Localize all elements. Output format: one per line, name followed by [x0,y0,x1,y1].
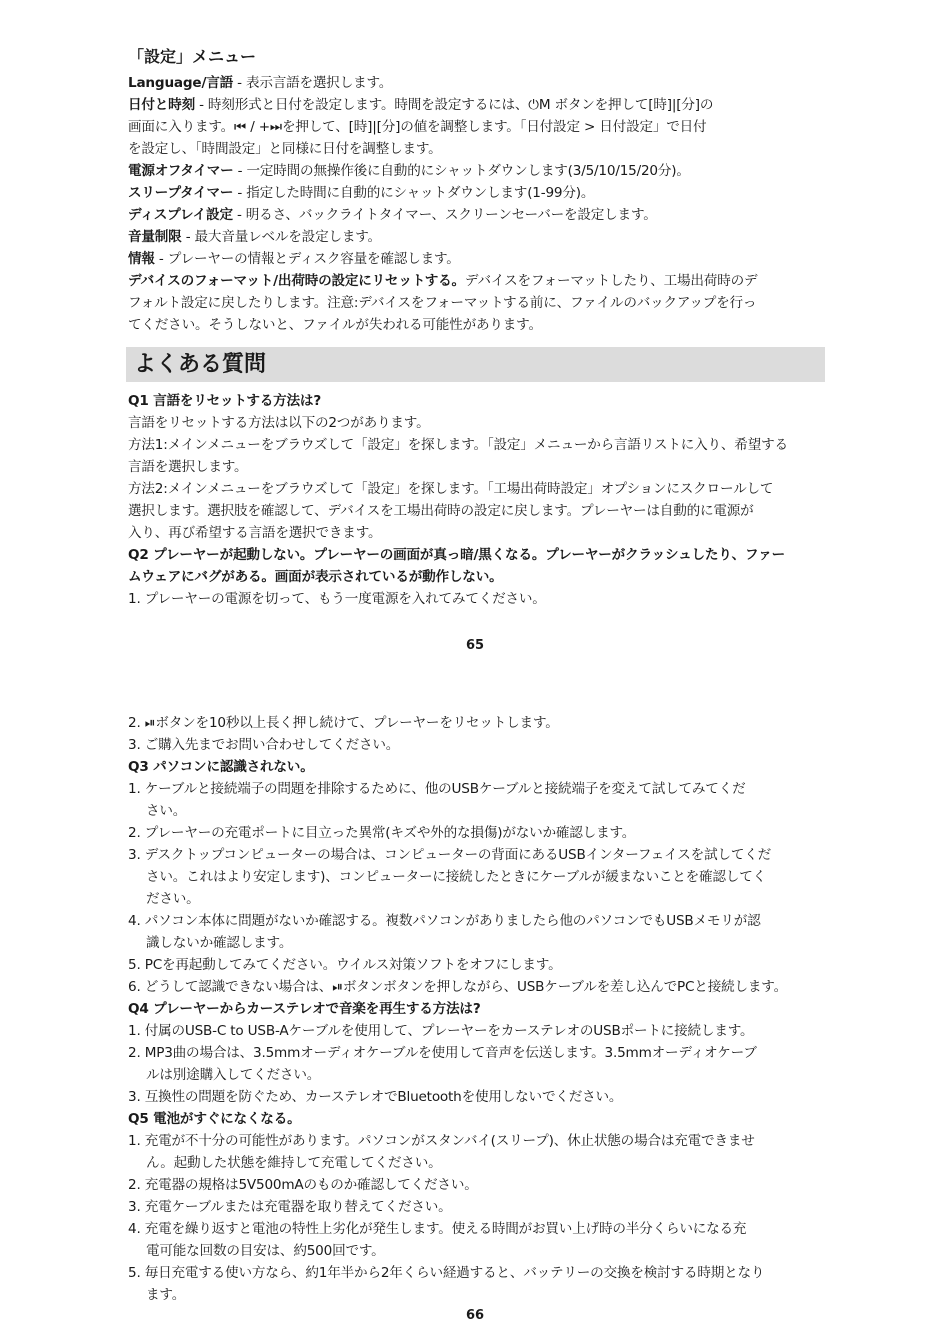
faq-continued-section [128,712,828,1306]
faq-question: Q5 電池がすぐになくなる。 [128,1111,301,1127]
menu-item-term: 音量制限 [128,229,182,245]
menu-item-line [128,116,828,138]
menu-item-term: 日付と時刻 [128,97,195,113]
faq-answer-item: 3. デスクトップコンピューターの場合は、コンピューターの背面にあるUSBインターフェイスを試してくだ [128,847,772,863]
faq-answer-item: 2. ⏯ボタンを10秒以上長く押し続けて、プレーヤーをリセットします。 [128,715,559,731]
page-66 [0,668,950,1344]
faq-question: Q1 言語をリセットする方法は? [128,393,322,409]
faq-question: Q2 プレーヤーが起動しない。プレーヤーの画面が真っ暗/黒くなる。プレーヤーがクラッシュしたり、ファー [128,547,785,563]
faq-answer-item: 3. 充電ケーブルまたは充電器を取り替えてください。 [128,1199,452,1215]
faq-answer-line: 1. プレーヤーの電源を切って、もう一度電源を入れてみてください。 [128,591,546,607]
menu-item-term: ディスプレイ設定 [128,207,233,223]
menu-item-line [128,160,828,182]
faq-question: Q3 パソコンに認識されない。 [128,759,314,775]
menu-item-description: - 表示言語を選択します。 [233,75,393,91]
faq-answer-continuation: ます。 [146,1287,186,1303]
menu-item-term: 情報 [128,251,155,267]
faq-answer-item: 6. どうして認識できない場合は、⏯ボタンボタンを押しながら、USBケーブルを差し込んでPCと接続します。 [128,979,787,995]
faq-answer-item: 4. 充電を繰り返すと電池の特性上劣化が発生します。使える時間がお買い上げ時の半分くらいになる充 [128,1221,747,1237]
faq-answer-item: 1. 充電が不十分の可能性があります。パソコンがスタンバイ(スリープ)、休止状態の場合は充電できませ [128,1133,755,1149]
page-number: 66 [465,1308,485,1323]
faq-answer-item: 2. プレーヤーの充電ポートに目立った異常(キズや外的な損傷)がないか確認します。 [128,825,636,841]
faq-answer-continuation: ん。起動した状態を維持して充電してください。 [146,1155,442,1171]
menu-item-line [128,182,828,204]
faq-answer-item: 3. ご購入先までお問い合わせしてください。 [128,737,400,753]
menu-item-description: てください。そうしないと、ファイルが失われる可能性があります。 [128,317,542,333]
menu-item-description: デバイスをフォーマットしたり、工場出荷時のデ [464,273,758,289]
menu-item-description: - プレーヤーの情報とディスク容量を確認します。 [154,251,460,267]
menu-item-description: - 指定した時間に自動的にシャットダウンします(1-99分)。 [233,185,595,201]
faq-answer-item: 5. PCを再起動してみてください。ウイルス対策ソフトをオフにします。 [128,957,562,973]
faq-answer-item: 5. 毎日充電する使い方なら、約1年半から2年くらい経過すると、バッテリーの交換を検討する時期となり [128,1265,765,1281]
menu-item-line [128,292,828,314]
menu-item-description: 画面に入ります。⏮ / +⏭を押して、[時]|[分]の値を調整します。「日付設定 > 日付設定」で日付 [128,119,707,135]
menu-item-list [128,72,828,336]
faq-answer-line: 方法2:メインメニューをブラウズして「設定」を探します。「工場出荷時設定」オプションにスクロールして [128,481,774,497]
faq-heading-bar [126,347,825,382]
menu-item-line [128,138,828,160]
faq-section [128,390,828,610]
menu-item-description: - 明るさ、バックライトタイマー、スクリーンセーバーを設定します。 [232,207,657,223]
faq-question: Q4 プレーヤーからカーステレオで音楽を再生する方法は? [128,1001,481,1017]
menu-item-description: - 最大音量レベルを設定します。 [181,229,381,245]
menu-item-line [128,204,828,226]
menu-item-term: 電源オフタイマー [128,163,234,179]
faq-answer-item: 4. パソコン本体に問題がないか確認する。複数パソコンがありましたら他のパソコンでもUSBメモリが認 [128,913,761,929]
faq-answer-continuation: さい。これはより安定します)、コンピューターに接続したときにケーブルが緩まないことを確認してく [146,869,766,885]
menu-item-line [128,248,828,270]
page-65 [0,0,950,668]
page-number: 65 [465,638,485,653]
menu-item-description: - 時刻形式と日付を設定します。時間を設定するには、⏻M ボタンを押して[時]|[分]の [194,97,714,113]
menu-item-term: スリープタイマー [128,185,234,201]
faq-answer-item: 2. 充電器の規格は5V500mAのものか確認してください。 [128,1177,478,1193]
faq-answer-item: 1. 付属のUSB-C to USB-Aケーブルを使用して、プレーヤーをカーステレオのUSBポートに接続します。 [128,1023,754,1039]
faq-question: ムウェアにバグがある。画面が表示されているが動作しない。 [128,569,503,585]
faq-answer-continuation: さい。 [146,803,187,819]
faq-answer-continuation: 電可能な回数の目安は、約500回です。 [146,1243,385,1259]
menu-item-description: - 一定時間の無操作後に自動的にシャットダウンします(3/5/10/15/20分)。 [233,163,690,179]
menu-heading: 「設定」メニュー [128,47,257,66]
faq-answer-line: 方法1:メインメニューをブラウズして「設定」を探します。「設定」メニューから言語リストに入り、希望する [128,437,788,453]
faq-answer-line: 入り、再び希望する言語を選択できます。 [128,525,382,541]
menu-item-line [128,270,828,292]
menu-item-description: フォルト設定に戻したりします。注意:デバイスをフォーマットする前に、ファイルのバックアップを行っ [128,295,757,311]
settings-menu-section [128,42,828,336]
faq-answer-continuation: ルは別途購入してください。 [146,1067,321,1083]
faq-answer-item: 2. MP3曲の場合は、3.5mmオーディオケーブルを使用して音声を伝送します。3.5mmオーディオケーブ [128,1045,757,1061]
faq-answer-line: 言語を選択します。 [128,459,248,475]
faq-answer-item: 3. 互換性の問題を防ぐため、カーステレオでBluetoothを使用しないでください。 [128,1089,623,1105]
menu-item-line [128,94,828,116]
menu-item-description: を設定し、「時間設定」と同様に日付を調整します。 [128,141,442,157]
faq-answer-continuation: 識しないか確認します。 [146,935,293,951]
faq-answer-item: 1. ケーブルと接続端子の問題を排除するために、他のUSBケーブルと接続端子を変えて試してみてくだ [128,781,746,797]
menu-item-line [128,314,828,336]
menu-item-term: デバイスのフォーマット/出荷時の設定にリセットする。 [128,273,465,289]
faq-answer-line: 言語をリセットする方法は以下の2つがあります。 [128,415,430,431]
menu-item-line [128,226,828,248]
menu-item-line [128,72,828,94]
faq-answer-line: 選択します。選択肢を確認して、デバイスを工場出荷時の設定に戻します。プレーヤーは自動的に電源が [128,503,754,519]
faq-heading: よくある質問 [134,352,267,377]
menu-item-term: Language/言語 [128,75,233,91]
faq-answer-continuation: ださい。 [146,891,200,907]
